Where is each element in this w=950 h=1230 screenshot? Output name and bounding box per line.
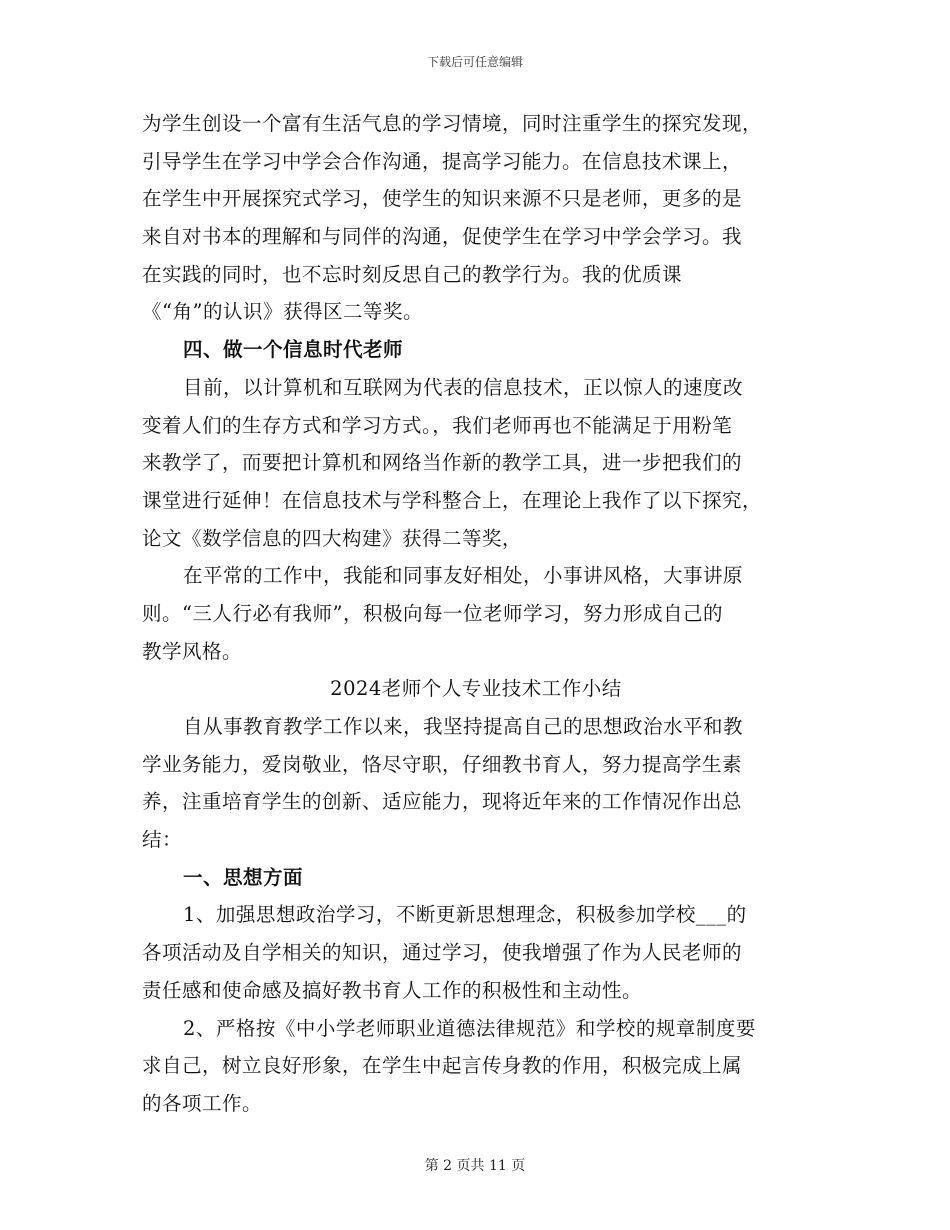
body-line: 结：: [142, 828, 183, 852]
body-line: 来自对书本的理解和与同伴的沟通，促使学生在学习中学会学习。我: [142, 225, 743, 249]
body-line: 变着人们的生存方式和学习方式。，我们老师再也不能满足于用粉笔: [142, 413, 733, 437]
body-line: 为学生创设一个富有生活气息的学习情境，同时注重学生的探究发现，: [142, 112, 763, 135]
body-line: 教学风格。: [142, 639, 243, 663]
body-line: 则。“三人行必有我师”，积极向每一位老师学习，努力形成自己的: [142, 601, 723, 625]
section-heading-1: 一、思想方面: [183, 865, 304, 889]
body-line: 在实践的同时，也不忘时刻反思自己的教学行为。我的优质课: [142, 262, 683, 286]
body-line: 求自己，树立良好形象，在学生中起言传身教的作用，积极完成上属: [142, 1054, 743, 1078]
body-line: 学业务能力，爱岗敬业，恪尽守职，仔细教书育人，努力提高学生素: [142, 752, 743, 776]
body-line: 1、加强思想政治学习，不断更新思想理念，积极参加学校___的: [183, 903, 747, 927]
body-line: 目前，以计算机和互联网为代表的信息技术，正以惊人的速度改: [183, 375, 744, 399]
section-heading-4: 四、做一个信息时代老师: [183, 338, 404, 362]
body-line: 在学生中开展探究式学习，使学生的知识来源不只是老师，更多的是: [142, 187, 743, 211]
body-line: 《“角”的认识》获得区二等奖。: [142, 300, 423, 324]
body-line: 的各项工作。: [142, 1091, 263, 1115]
document-title: 2024老师个人专业技术工作小结: [330, 677, 622, 701]
body-line: 自从事教育教学工作以来，我坚持提高自己的思想政治水平和教: [183, 715, 744, 738]
body-line: 责任感和使命感及搞好教书育人工作的积极性和主动性。: [142, 978, 643, 1002]
body-line: 2、严格按《中小学老师职业道德法律规范》和学校的规章制度要: [183, 1016, 756, 1040]
body-line: 来教学了，而要把计算机和网络当作新的教学工具，进一步把我们的: [142, 451, 743, 475]
body-line: 引导学生在学习中学会合作沟通，提高学习能力。在信息技术课上，: [142, 149, 743, 173]
body-line: 论文《数学信息的四大构建》获得二等奖，: [142, 526, 523, 550]
body-line: 养，注重培育学生的创新、适应能力，现将近年来的工作情况作出总: [142, 790, 743, 814]
body-line: 在平常的工作中，我能和同事友好相处，小事讲风格，大事讲原: [183, 564, 744, 588]
page-footer: 第 2 页共 11 页: [424, 1158, 526, 1174]
body-line: 各项活动及自学相关的知识，通过学习，使我增强了作为人民老师的: [142, 941, 743, 965]
body-line: 课堂进行延伸！在信息技术与学科整合上，在理论上我作了以下探究，: [142, 488, 763, 512]
page-header: 下载后可任意编辑: [426, 55, 523, 69]
document-body: [142, 105, 810, 1123]
